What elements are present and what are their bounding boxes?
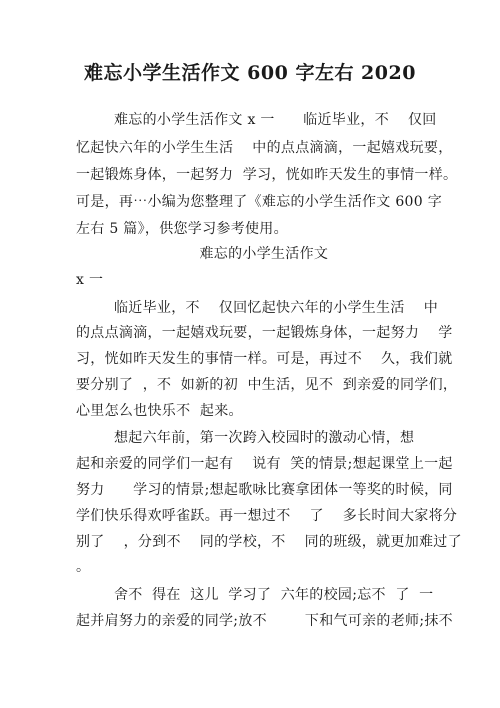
text-line: 左右 5 篇》，供您学习参考使用。 (76, 221, 288, 237)
section-heading: 难忘的小学生活作文 (76, 246, 329, 262)
text-line: 忆起快六年的小学生生活 中的点点滴滴，一起嬉戏玩要， (76, 140, 453, 156)
document-title: 难忘小学生活作文 600 字左右 2020 (84, 62, 416, 84)
text-line: 临近毕业，不 仅回忆起快六年的小学生生活 中 (76, 300, 439, 316)
text-line: 可是，再⋯小编为您整理了《难忘的小学生活作文 600 字 (76, 194, 443, 210)
text-line: 学们快乐得欢呼雀跃。再一想过不 了 多长时间大家将分 (76, 508, 458, 524)
text-line: 别了 ，分到不 同的学校，不 同的班级，就更加难过了 (76, 534, 462, 550)
text-line: 努力 学习的情景;想起歌咏比赛拿团体一等奖的时候，同 (76, 482, 453, 498)
text-line: 。 (76, 559, 91, 575)
text-line: 想起六年前，第一次跨入校园时的激动心情，想 (76, 430, 415, 446)
text-line: 心里怎么也快乐不 起来。 (76, 403, 243, 419)
text-line: 要分别了 ，不 如新的初 中生活，见不 到亲爱的同学们， (76, 377, 458, 393)
text-line: 难忘的小学生活作文 x 一 临近毕业，不 仅回 (76, 112, 437, 128)
text-line: 起并肩努力的亲爱的同学;放不 下和气可亲的老师;抹不 (76, 613, 453, 629)
text-line: 起和亲爱的同学们一起有 说有 笑的情景;想起课堂上一起 (76, 456, 453, 472)
text-line: 一起锻炼身体，一起努力 学习，恍如昨天发生的事情一样。 (76, 167, 458, 183)
text-line: 习，恍如昨天发生的事情一样。可是，再过不 久，我们就 (76, 351, 453, 367)
text-line: 舍不 得在 这儿 学习了 六年的校园;忘不 了 一 (76, 587, 434, 603)
text-line: 的点点滴滴，一起嬉戏玩要，一起锻炼身体，一起努力 学 (76, 325, 453, 341)
section-heading-cont: x 一 (76, 272, 104, 288)
